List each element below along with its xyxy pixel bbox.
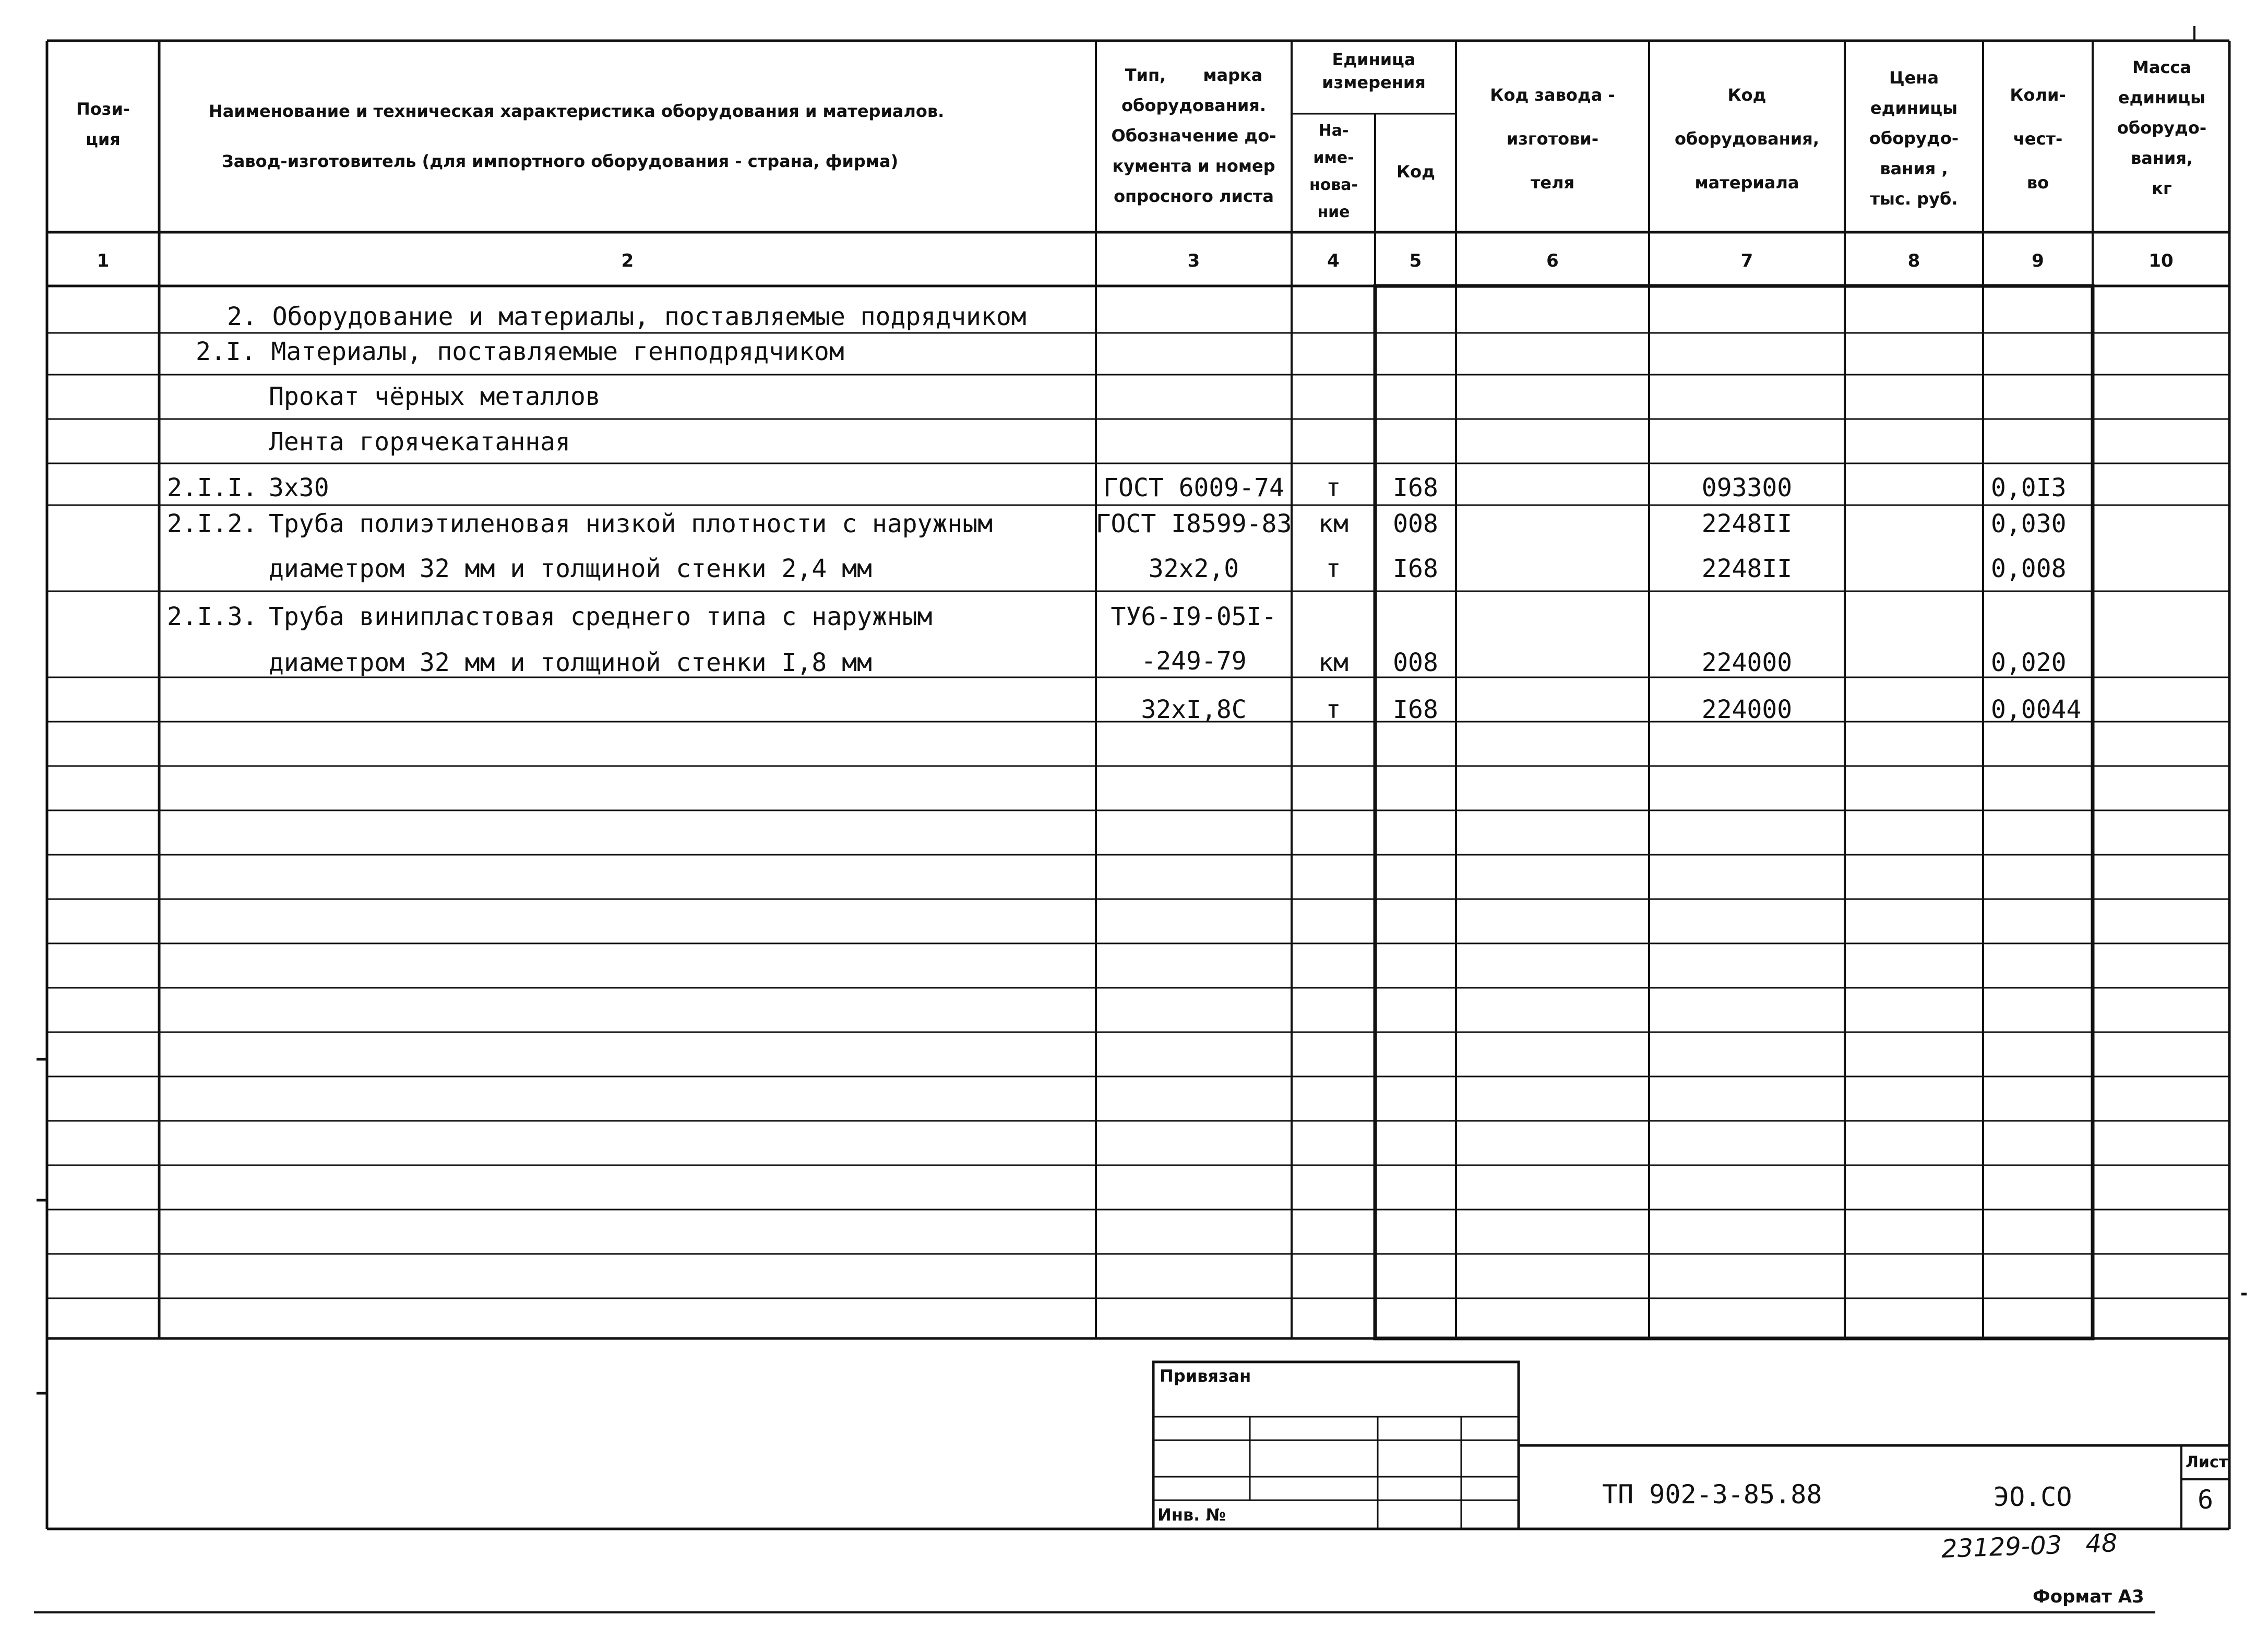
header-col3-line: Обозначение до-: [1111, 126, 1276, 146]
row-doc: ГОСТ I8599-83: [1095, 509, 1292, 539]
header-col2: [209, 86, 1091, 186]
row-name: диаметром 32 мм и толщиной стенки I,8 мм: [269, 648, 872, 677]
row-pos: 2.I.I.: [167, 473, 258, 503]
header-col6-line: Код завода -: [1490, 85, 1615, 105]
header-unit-line: Единица: [1332, 50, 1416, 69]
row-name: диаметром 32 мм и толщиной стенки 2,4 мм: [269, 554, 872, 583]
row-unit: т: [1326, 473, 1341, 503]
header-col6: [1459, 73, 1646, 205]
header-col10-line: оборудо-: [2117, 118, 2207, 138]
row-pos: 2.I.3.: [167, 602, 258, 631]
row-qty: 0,0044: [1991, 695, 2082, 724]
header-col10-line: единицы: [2118, 88, 2206, 107]
row-code: 2248II: [1701, 554, 1793, 583]
colnum-8: 8: [1907, 250, 1920, 271]
row-unit-code: 008: [1393, 509, 1438, 539]
header-col8: [1847, 63, 1980, 214]
row-unit-code: 008: [1393, 648, 1438, 677]
stamp-inv-label: Инв. №: [1157, 1505, 1226, 1525]
row-unit-code: I68: [1393, 695, 1438, 724]
header-col1: [50, 94, 157, 154]
colnum-6: 6: [1546, 250, 1559, 271]
header-col8-line: единицы: [1870, 98, 1958, 118]
row-pos: 2.I.2.: [167, 509, 258, 539]
header-col3-line: оборудования.: [1121, 95, 1266, 115]
header-col7-line: оборудования,: [1675, 129, 1819, 149]
row-doc: ГОСТ 6009-74: [1103, 473, 1284, 503]
colnum-2: 2: [621, 250, 634, 271]
row-unit: км: [1318, 509, 1348, 539]
row-unit: т: [1326, 695, 1341, 724]
header-col2-line: Наименование и техническая характеристика оборудования и материалов.: [209, 101, 945, 121]
header-col10: [2095, 52, 2228, 204]
header-col8-line: тыс. руб.: [1870, 189, 1958, 209]
header-col6-line: изготови-: [1506, 129, 1599, 149]
row-unit-code: I68: [1393, 473, 1438, 503]
header-col5: Код: [1396, 162, 1435, 182]
row-code: 224000: [1701, 648, 1793, 677]
row-doc: -249-79: [1141, 647, 1247, 676]
row-qty: 0,030: [1991, 509, 2067, 539]
row-unit-code: I68: [1393, 554, 1438, 583]
colnum-10: 10: [2148, 250, 2174, 271]
handwritten-number: 23129-03 48: [1941, 1528, 2118, 1564]
document-code: ЭО.СО: [1994, 1482, 2072, 1512]
colnum-9: 9: [2032, 250, 2044, 271]
colnum-4: 4: [1327, 250, 1340, 271]
header-col9: [1986, 73, 2090, 205]
colnum-1: 1: [97, 250, 110, 271]
sheet-label: Лист: [2186, 1453, 2228, 1471]
header-col3-line: опросного листа: [1114, 186, 1274, 206]
row-code: 2248II: [1701, 509, 1793, 539]
header-unit-line: измерения: [1322, 73, 1426, 92]
header-col6-line: теля: [1530, 173, 1575, 193]
colnum-3: 3: [1187, 250, 1200, 271]
header-col9-line: во: [2026, 173, 2049, 193]
header-col4-line: нова-: [1309, 176, 1358, 194]
header-col10-line: кг: [2152, 178, 2172, 198]
header-col7: [1652, 73, 1842, 205]
stamp-privyazan-label: Привязан: [1160, 1366, 1251, 1386]
row-doc: ТУ6-I9-05I-: [1111, 602, 1277, 631]
header-col10-line: вания,: [2130, 148, 2193, 168]
row-unit: т: [1326, 554, 1341, 583]
header-col4-line: На-: [1318, 122, 1349, 140]
row-name: 2. Оборудование и материалы, поставляемые подрядчиком: [227, 302, 1026, 331]
header-col10-line: Масса: [2132, 57, 2191, 77]
header-col3: [1099, 60, 1289, 211]
header-col9-line: Коли-: [2010, 85, 2066, 105]
format-label: Формат А3: [2033, 1586, 2144, 1607]
sheet-number: 6: [2197, 1485, 2214, 1515]
row-doc: 32хI,8С: [1141, 695, 1247, 724]
row-unit: км: [1318, 648, 1348, 677]
row-qty: 0,008: [1991, 554, 2067, 583]
row-code: 224000: [1701, 695, 1793, 724]
header-col1-line: ция: [86, 129, 121, 149]
header-col4-line: ние: [1317, 203, 1350, 221]
project-number: ТП 902-3-85.88: [1602, 1479, 1822, 1510]
row-name: 3х30: [269, 473, 329, 503]
header-col3-line: Тип, марка: [1125, 65, 1263, 85]
header-unit-group: [1294, 48, 1453, 94]
header-col4-line: име-: [1313, 149, 1354, 167]
header-col4: [1293, 117, 1374, 226]
header-col8-line: оборудо-: [1869, 128, 1959, 148]
colnum-7: 7: [1740, 250, 1753, 271]
colnum-5: 5: [1409, 250, 1422, 271]
header-col7-line: Код: [1727, 85, 1766, 105]
row-doc: 32х2,0: [1148, 554, 1239, 583]
header-col2-line: Завод-изготовитель (для импортного оборудования - страна, фирма): [222, 151, 899, 171]
header-col8-line: Цена: [1889, 68, 1939, 88]
row-name: Труба винипластовая среднего типа с наружным: [269, 602, 933, 631]
row-qty: 0,0I3: [1991, 473, 2067, 503]
row-name: 2.I. Материалы, поставляемые генподрядчиком: [196, 337, 844, 366]
row-qty: 0,020: [1991, 648, 2067, 677]
row-name: Труба полиэтиленовая низкой плотности с наружным: [269, 509, 993, 539]
row-name: Прокат чёрных металлов: [269, 382, 601, 411]
row-name: Лента горячекатанная: [269, 427, 570, 457]
header-col8-line: вания ,: [1880, 159, 1948, 178]
header-col9-line: чест-: [2013, 129, 2063, 149]
header-col7-line: материала: [1694, 173, 1799, 193]
header-col1-line: Пози-: [76, 99, 130, 119]
header-col3-line: кумента и номер: [1112, 156, 1275, 176]
row-code: 093300: [1701, 473, 1793, 503]
